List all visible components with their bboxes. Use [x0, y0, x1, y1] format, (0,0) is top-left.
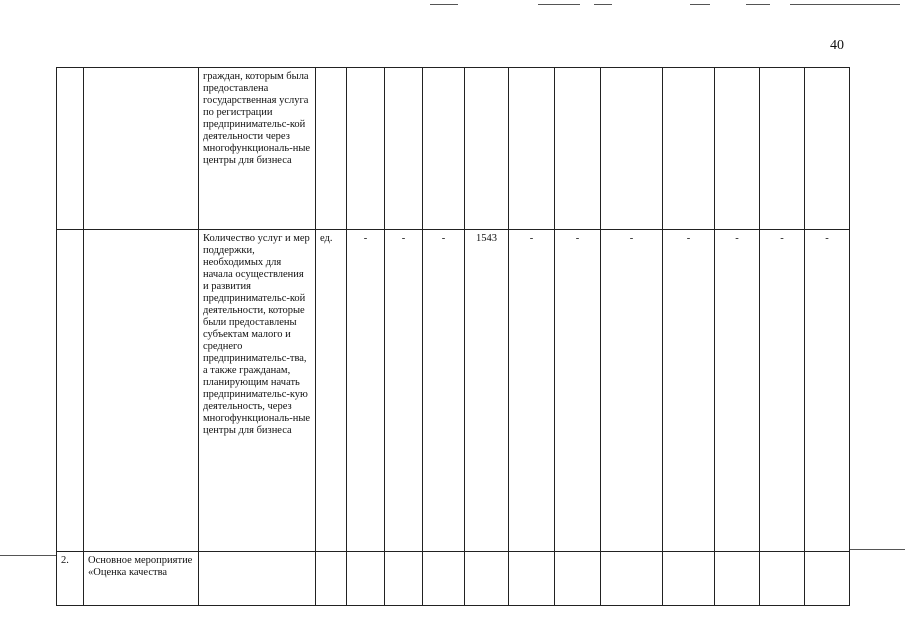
scan-artifact-right — [849, 549, 905, 550]
row-number-cell — [57, 68, 84, 230]
value-cell — [423, 552, 465, 606]
value-cell — [347, 552, 385, 606]
scan-artifact-top-6 — [790, 4, 900, 5]
event-cell: Основное мероприятие «Оценка качества — [84, 552, 199, 606]
indicator-cell: Количество услуг и мер поддержки, необходимых для начала осуществления и развития предпринимательс-кой деятельности, которые были предоставлены субъектам малого и среднего предпринимательс-тва, а также гражданам, планирующим начать предпринимательс-кую деятельность, через многофункциональ-ные центры для бизнеса — [199, 230, 316, 552]
value-cell — [423, 68, 465, 230]
value-cell — [805, 552, 850, 606]
value-cell — [465, 68, 509, 230]
scan-artifact-top-2 — [538, 4, 580, 5]
value-cell — [347, 68, 385, 230]
value-cell: - — [347, 230, 385, 552]
value-cell: - — [663, 230, 715, 552]
unit-cell — [316, 68, 347, 230]
indicator-cell: граждан, которым была предоставлена государственная услуга по регистрации предпринимательс-кой деятельности через многофункциональ-ные центры для бизнеса — [199, 68, 316, 230]
value-cell — [555, 552, 601, 606]
plan-table — [56, 67, 850, 606]
unit-cell: ед. — [316, 230, 347, 552]
value-cell — [509, 68, 555, 230]
value-cell — [663, 552, 715, 606]
value-cell — [385, 68, 423, 230]
unit-cell — [316, 552, 347, 606]
value-cell — [715, 552, 760, 606]
event-cell — [84, 68, 199, 230]
value-cell — [509, 552, 555, 606]
value-cell — [465, 552, 509, 606]
value-cell: 1543 — [465, 230, 509, 552]
value-cell — [663, 68, 715, 230]
event-cell — [84, 230, 199, 552]
value-cell — [715, 68, 760, 230]
value-cell: - — [760, 230, 805, 552]
value-cell — [760, 552, 805, 606]
value-cell — [385, 552, 423, 606]
value-cell — [555, 68, 601, 230]
value-cell: - — [601, 230, 663, 552]
value-cell: - — [385, 230, 423, 552]
value-cell: - — [555, 230, 601, 552]
table-row — [57, 552, 850, 606]
scan-artifact-top-5 — [746, 4, 770, 5]
table-row — [57, 68, 850, 230]
value-cell — [601, 552, 663, 606]
scan-artifact-top-3 — [594, 4, 612, 5]
table-row — [57, 230, 850, 552]
value-cell: - — [509, 230, 555, 552]
scan-artifact-top-4 — [690, 4, 710, 5]
row-number-cell — [57, 230, 84, 552]
value-cell: - — [423, 230, 465, 552]
scan-artifact-left — [0, 555, 56, 556]
row-number-cell: 2. — [57, 552, 84, 606]
value-cell: - — [805, 230, 850, 552]
indicator-cell — [199, 552, 316, 606]
value-cell: - — [715, 230, 760, 552]
value-cell — [601, 68, 663, 230]
value-cell — [805, 68, 850, 230]
page-number: 40 — [830, 38, 844, 53]
value-cell — [760, 68, 805, 230]
scan-artifact-top-1 — [430, 4, 458, 5]
